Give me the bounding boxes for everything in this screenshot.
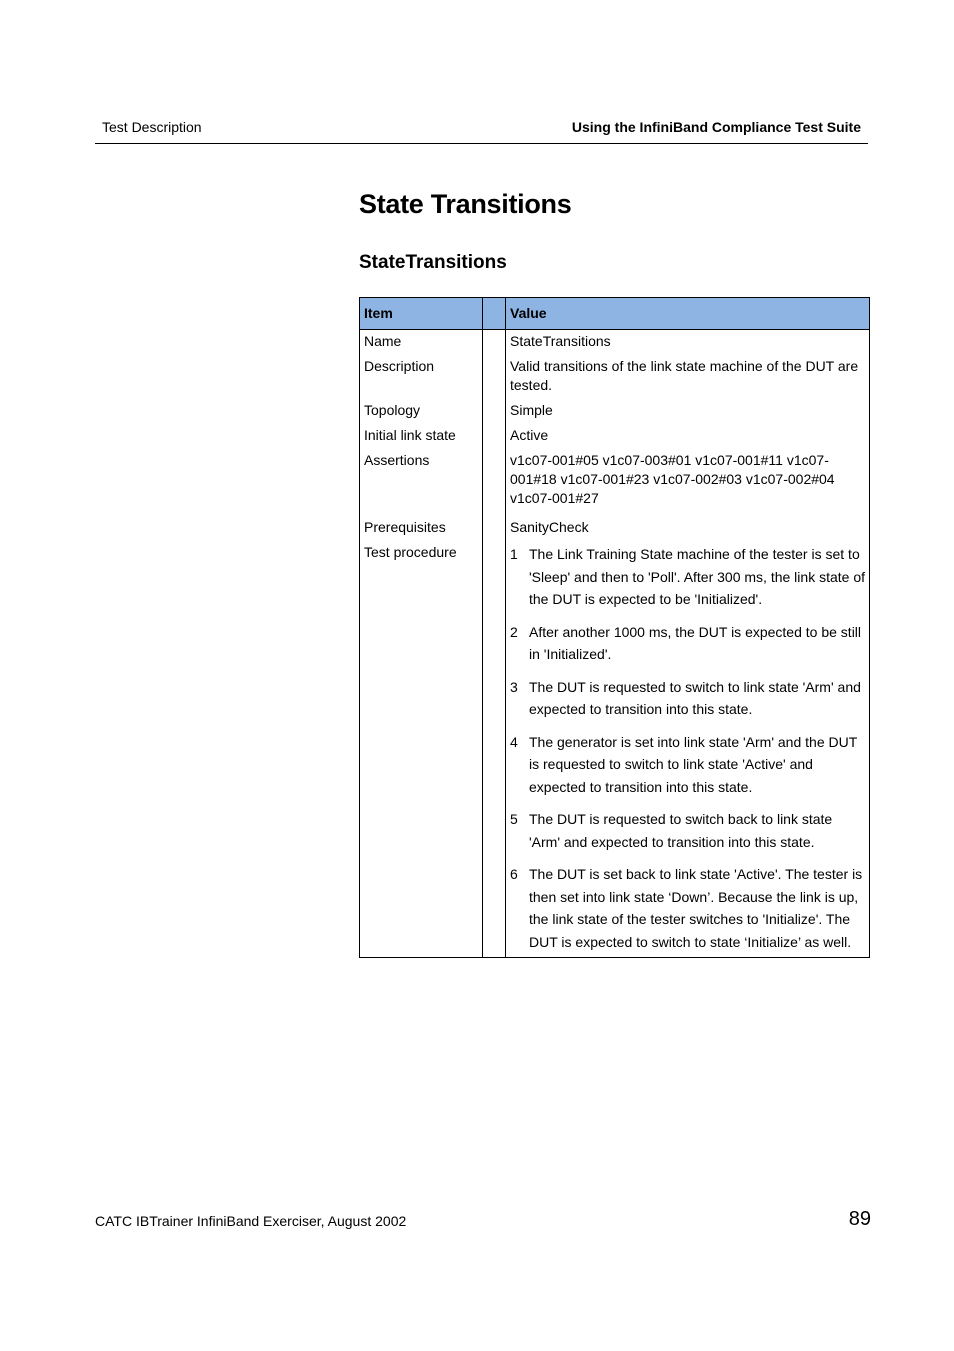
row-spacer [483,401,506,426]
row-value: StateTransitions [506,330,870,358]
step-text: After another 1000 ms, the DUT is expected to be still in 'Initialized'. [529,623,862,662]
step-text: The DUT is requested to switch back to link state 'Arm' and expected to transition into this state. [529,811,833,850]
row-value: Simple [506,401,870,426]
table-row-procedure [360,543,870,958]
row-value: v1c07-001#05 v1c07-003#01 v1c07-001#11 v1c07-001#18 v1c07-001#23 v1c07-002#03 v1c07-002#04 v1c07-001#27 [506,451,870,518]
header-spacer [483,298,506,330]
row-value: SanityCheck [506,518,870,543]
row-value: Valid transitions of the link state machine of the DUT are tested. [506,357,870,401]
step-text: The DUT is requested to switch to link state 'Arm' and expected to transition into this state. [529,678,861,717]
procedure-step [510,543,865,611]
step-number: 2 [510,623,518,640]
table-row [360,330,870,358]
procedure-step [510,808,865,853]
header-item: Item [360,298,483,330]
row-item: Assertions [360,451,483,518]
footer-text: CATC IBTrainer InfiniBand Exerciser, August 2002 [95,1213,407,1229]
row-item: Description [360,357,483,401]
test-spec-table [359,297,870,958]
row-spacer [483,357,506,401]
row-spacer [483,330,506,358]
row-spacer [483,518,506,543]
page-number: 89 [848,1208,871,1230]
row-item: Initial link state [360,426,483,451]
header-value: Value [506,298,870,330]
procedure-step [510,731,865,799]
running-header-left: Test Description [102,119,202,135]
row-spacer [483,426,506,451]
row-item: Name [360,330,483,358]
step-text: The Link Training State machine of the tester is set to 'Sleep' and then to 'Poll'. After 300 ms, the link state of the DUT is expected to be 'Initialized'. [529,546,865,607]
row-item: Prerequisites [360,518,483,543]
section-subtitle: StateTransitions [359,252,507,273]
step-number: 5 [510,811,518,827]
row-item: Test procedure [360,543,483,958]
step-text: The generator is set into link state 'Arm' and the DUT is requested to switch to link state 'Active' and expected to transition into this state. [529,733,858,795]
table-row [360,426,870,451]
procedure-step [510,676,865,721]
table-row [360,518,870,543]
table-row [360,357,870,401]
table-header-row [360,298,870,330]
row-item: Topology [360,401,483,426]
table-row [360,401,870,426]
row-spacer [483,451,506,518]
table-row [360,451,870,518]
running-header-right: Using the InfiniBand Compliance Test Suite [571,119,861,135]
step-number: 3 [510,678,518,695]
procedure-steps [506,543,870,958]
step-number: 6 [510,866,518,882]
step-number: 4 [510,733,518,750]
page-title: State Transitions [359,189,572,219]
procedure-step [510,621,865,666]
row-value: Active [506,426,870,451]
header-rule [95,143,868,144]
step-number: 1 [510,546,518,562]
procedure-step [510,863,865,953]
row-spacer [483,543,506,958]
step-text: The DUT is set back to link state 'Active'. The tester is then set into link state ‘Down’. Because the link is up, the link state of the tester switches to 'Initialize'. The DUT is expected to switch to state ‘Initialize’ as well. [529,866,863,950]
